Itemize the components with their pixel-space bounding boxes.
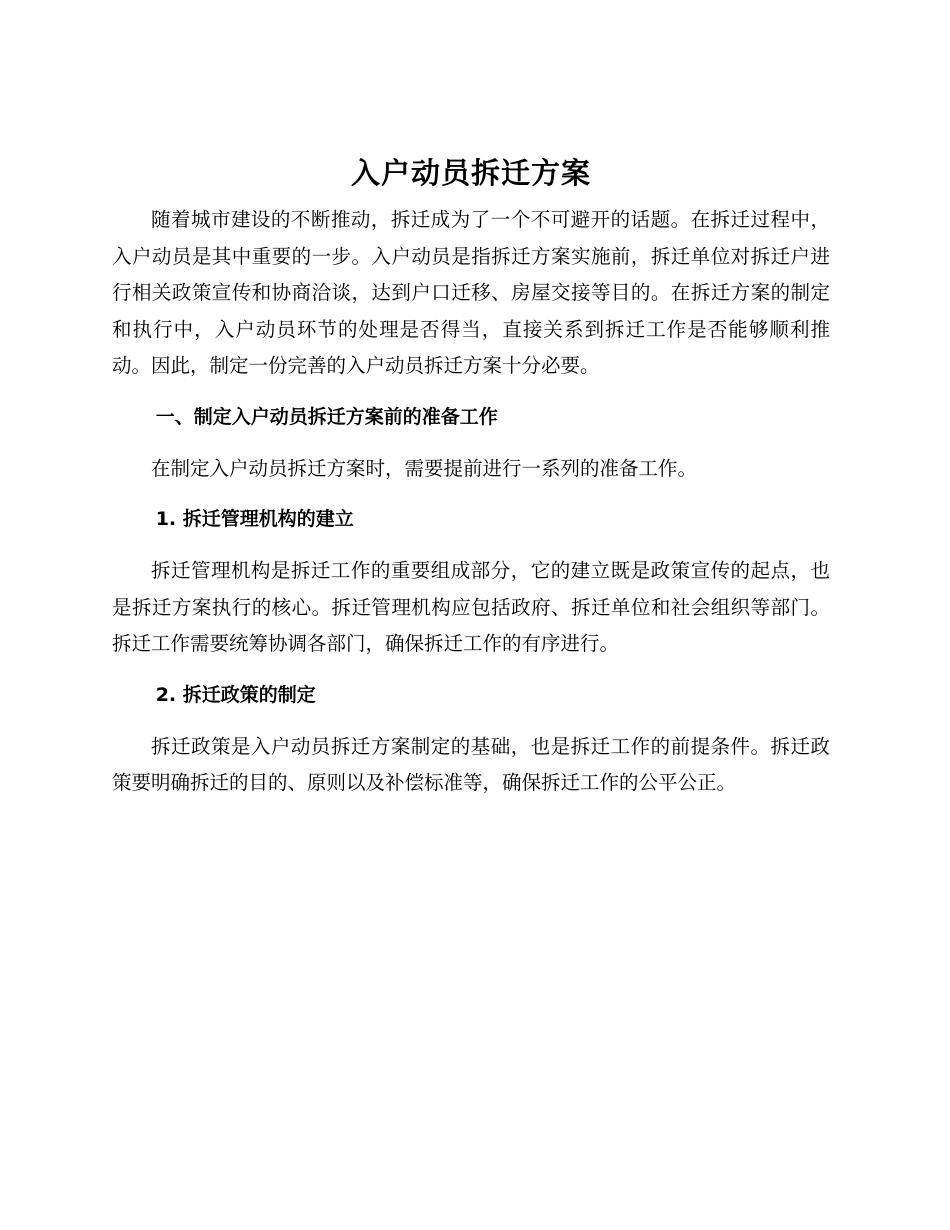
section-1-paragraph: 在制定入户动员拆迁方案时，需要提前进行一系列的准备工作。 (151, 456, 698, 480)
document-title: 入户动员拆迁方案 (350, 156, 591, 190)
document-page (112, 148, 830, 802)
subsection-1-heading: 1. 拆迁管理机构的建立 (155, 508, 354, 530)
subsection-2-heading: 2. 拆迁政策的制定 (155, 683, 316, 706)
intro-paragraph: 随着城市建设的不断推动，拆迁成为了一个不可避开的话题。在拆迁过程中，入户动员是其中重要的一步。入户动员是指拆迁方案实施前，拆迁单位对拆迁户进行相关政策宣传和协商洽谈，达到户口迁移、房屋交接等目的。在拆迁方案的制定和执行中，入户动员环节的处理是否得当，直接关系到拆迁工作是否能够顺利推动。因此，制定一份完善的入户动员拆迁方案十分必要。 (112, 208, 830, 377)
section-1-heading: 一、制定入户动员拆迁方案前的准备工作 (155, 405, 498, 428)
subsection-2-paragraph: 拆迁政策是入户动员拆迁方案制定的基础，也是拆迁工作的前提条件。拆迁政策要明确拆迁的目的、原则以及补偿标准等，确保拆迁工作的公平公正。 (112, 734, 830, 794)
subsection-1-paragraph: 拆迁管理机构是拆迁工作的重要组成部分，它的建立既是政策宣传的起点，也是拆迁方案执行的核心。拆迁管理机构应包括政府、拆迁单位和社会组织等部门。拆迁工作需要统筹协调各部门，确保拆迁工作的有序进行。 (112, 559, 830, 655)
